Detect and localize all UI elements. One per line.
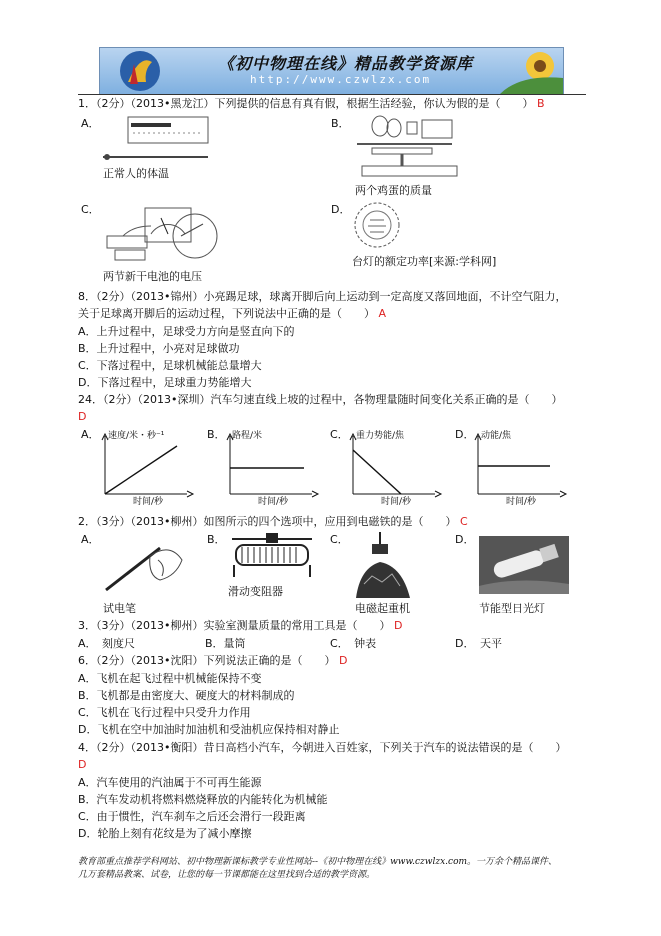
q24-option-a-letter: A． [81,428,100,441]
question-2-answer: C [459,515,468,528]
q1-option-d-caption: 台灯的额定功率[来源:学科网] [352,255,497,268]
graph-d-xlabel: 时间/秒 [506,497,537,507]
q2-option-d-letter: D． [455,533,475,546]
q24-option-c-letter: C． [330,428,349,441]
question-8-answer: A [378,307,387,320]
q1-option-b-letter: B． [331,117,350,130]
question-6-stem: 6．（2分）（2013•沈阳）下列说法正确的是（ ） D [78,654,348,667]
lamp-label-image [352,200,402,250]
question-24-answer: D [78,410,87,423]
banner-url[interactable]: http://www.czwlzx.com [250,73,432,86]
banner-title: 《初中物理在线》精品教学资源库 [218,54,474,73]
q2-option-c-caption: 电磁起重机 [355,602,410,615]
question-1-answer: B [536,97,545,110]
test-pencil-image [100,536,185,596]
question-6-answer: D [338,654,348,667]
footer-line-1: 教育部重点推荐学科网站、初中物理新课标教学专业性网站--《初中物理在线》www.czwlzx.com。一万余个精品课件、 [78,857,558,867]
question-8-stem-line2: 关于足球离开脚后的运动过程，下列说法中正确的是（ ） A [78,307,387,320]
q2-option-d-caption: 节能型日光灯 [479,602,545,615]
question-3-answer: D [393,619,403,632]
q1-option-c-letter: C． [81,203,100,216]
q24-option-d-letter: D． [455,428,475,441]
q2-option-b-caption: 滑动变阻器 [228,585,283,598]
q3-option-a: A． 刻度尺 [78,637,136,650]
graph-c-xlabel: 时间/秒 [381,497,412,507]
question-4-stem: 4．（2分）（2013•衡阳）昔日高档小汽车，今朝进入百姓家，下列关于汽车的说法错误的是（ ） [78,741,567,754]
q1-option-b-caption: 两个鸡蛋的质量 [355,184,432,197]
q2-option-c-letter: C． [330,533,349,546]
thermometer-image [103,115,213,165]
q3-option-d: D． 天平 [455,637,502,650]
q2-option-b-letter: B． [207,533,226,546]
q8-option-c: C．下落过程中，足球机械能总量增大 [78,359,262,372]
q1-option-a-caption: 正常人的体温 [103,167,169,180]
q6-option-c: C．飞机在飞行过程中只受升力作用 [78,706,251,719]
q4-option-d: D．轮胎上刻有花纹是为了减小摩擦 [78,827,252,840]
graph-d-ylabel: 动能/焦 [481,431,512,441]
q2-option-a-caption: 试电笔 [103,602,136,615]
graph-b-ylabel: 路程/米 [232,431,263,441]
q1-option-d-letter: D． [331,203,351,216]
question-3-stem: 3．（3分）（2013•柳州）实验室测量质量的常用工具是（ ） D [78,619,403,632]
rheostat-image [228,531,318,581]
energy-saving-lamp-image [479,536,569,594]
q1-option-a-letter: A． [81,117,100,130]
q3-option-b: B．量筒 [205,637,246,650]
question-24-stem: 24．（2分）（2013•深圳）汽车匀速直线上坡的过程中，各物理量随时间变化关系正确的是（ ） [78,393,563,406]
q4-option-b: B．汽车发动机将燃料燃烧释放的内能转化为机械能 [78,793,328,806]
voltmeter-battery-image [103,206,223,268]
graph-a-xlabel: 时间/秒 [133,497,164,507]
question-2-stem: 2．（3分）（2013•柳州）如图所示的四个选项中，应用到电磁铁的是（ ） C [78,515,468,528]
question-1-stem: 1．（2分）（2013•黑龙江）下列提供的信息有真有假，根据生活经验，你认为假的是（ ） B [78,97,545,110]
q3-option-c: C． 钟表 [330,637,377,650]
q8-option-a: A．上升过程中，足球受力方向是竖直向下的 [78,325,295,338]
question-4-answer: D [78,758,87,771]
graph-a-ylabel: 速度/米・秒⁻¹ [108,431,165,441]
q24-option-b-letter: B． [207,428,226,441]
header-banner [99,47,564,95]
balance-scale-image [352,114,462,182]
q6-option-b: B．飞机都是由密度大、硬度大的材料制成的 [78,689,295,702]
q1-option-c-caption: 两节新干电池的电压 [103,270,202,283]
electromagnetic-crane-image [352,532,412,598]
question-8-stem-line1: 8．（2分）（2013•锦州）小亮踢足球，球离开脚后向上运动到一定高度又落回地面，不计空气阻力， [78,290,567,303]
page-footer [78,856,557,882]
q6-option-a: A．飞机在起飞过程中机械能保持不变 [78,672,262,685]
graph-b-xlabel: 时间/秒 [258,497,289,507]
q2-option-a-letter: A． [81,533,100,546]
q4-option-a: A．汽车使用的汽油属于不可再生能源 [78,776,262,789]
footer-line-2: 几万套精品教案、试卷，让您的每一节课都能在这里找到合适的教学资源。 [78,870,376,880]
graph-c-ylabel: 重力势能/焦 [356,431,405,441]
q8-option-d: D．下落过程中，足球重力势能增大 [78,376,252,389]
q8-option-b: B．上升过程中，小亮对足球做功 [78,342,240,355]
q6-option-d: D．飞机在空中加油时加油机和受油机应保持相对静止 [78,723,340,736]
q4-option-c: C．由于惯性，汽车刹车之后还会滑行一段距离 [78,810,306,823]
header-rule [78,94,586,95]
